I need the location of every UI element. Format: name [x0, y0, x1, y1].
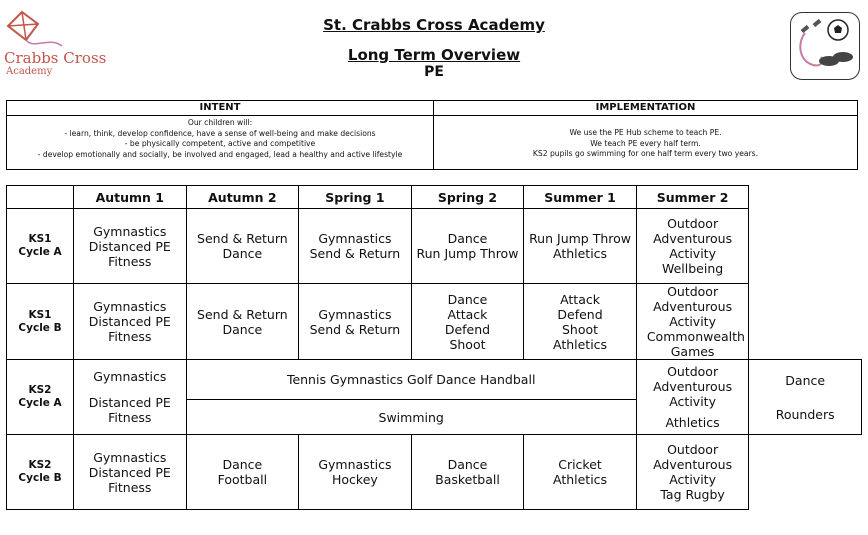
- row-label: KS2 Cycle A: [7, 360, 74, 435]
- intent-line: Our children will:: [187, 118, 253, 127]
- intent-heading: INTENT: [7, 101, 433, 116]
- table-cell: Send & Return Dance: [186, 209, 299, 284]
- column-header: Summer 2: [636, 186, 749, 209]
- implementation-text: [434, 116, 857, 160]
- table-cell: Gymnastics Distanced PE Fitness: [74, 360, 187, 435]
- implementation-line: We teach PE every half term.: [590, 138, 701, 148]
- logo-line2: Academy: [6, 66, 53, 77]
- implementation-line: KS2 pupils go swimming for one half term every two years.: [532, 149, 759, 159]
- table-cell: Outdoor Adventurous Activity Wellbeing: [636, 209, 749, 284]
- table-header-row: [7, 186, 862, 209]
- page-title: Long Term Overview: [347, 46, 521, 64]
- table-cell: Gymnastics Distanced PE Fitness: [74, 209, 187, 284]
- table-cell: Gymnastics Hockey: [299, 435, 412, 510]
- subject-title: PE: [424, 64, 444, 80]
- column-header: Autumn 2: [186, 186, 299, 209]
- implementation-line: We use the PE Hub scheme to teach PE.: [569, 128, 722, 137]
- table-cell: Dance Basketball: [411, 435, 524, 510]
- merged-cell: Tennis Gymnastics Golf Dance Handball: [186, 360, 636, 400]
- table-row: [7, 284, 862, 360]
- table-row: [7, 209, 862, 284]
- column-header: Spring 1: [299, 186, 412, 209]
- table-cell: Dance Rounders: [749, 360, 862, 435]
- table-cell: Gymnastics Send & Return: [299, 284, 412, 360]
- table-cell: Attack Defend Shoot Athletics: [524, 284, 637, 360]
- sports-equipment-icon: [790, 12, 860, 80]
- table-row: [7, 435, 862, 510]
- row-label: KS1 Cycle B: [7, 284, 74, 360]
- table-cell: Gymnastics Send & Return: [299, 209, 412, 284]
- table-cell: Outdoor Adventurous Activity Athletics: [636, 360, 749, 435]
- table-cell: Outdoor Adventurous Activity Commonwealth Games: [636, 284, 749, 360]
- table-cell: Dance Run Jump Throw: [411, 209, 524, 284]
- table-cell: Cricket Athletics: [524, 435, 637, 510]
- long-term-overview-table: [6, 185, 862, 510]
- column-header: Spring 2: [411, 186, 524, 209]
- table-row: [7, 360, 862, 400]
- table-cell: Gymnastics Distanced PE Fitness: [74, 435, 187, 510]
- table-cell: Gymnastics Distanced PE Fitness: [74, 284, 187, 360]
- intent-section: [7, 101, 434, 169]
- row-label: KS2 Cycle B: [7, 435, 74, 510]
- table-cell: Outdoor Adventurous Activity Tag Rugby: [636, 435, 749, 510]
- table-cell: Dance Attack Defend Shoot: [411, 284, 524, 360]
- intent-implementation-box: [6, 100, 858, 170]
- table-cell: Dance Football: [186, 435, 299, 510]
- school-title: St. Crabbs Cross Academy: [323, 16, 545, 34]
- column-header: Summer 1: [524, 186, 637, 209]
- implementation-section: [434, 101, 857, 169]
- intent-text: [7, 116, 433, 160]
- intent-line: - be physically competent, active and competitive: [124, 139, 316, 149]
- intent-line: - develop emotionally and socially, be involved and engaged, lead a healthy and active lifestyle: [37, 149, 403, 159]
- logo-line1: Crabbs Cross: [4, 49, 107, 67]
- corner-cell: [7, 186, 74, 209]
- table-cell: Run Jump Throw Athletics: [524, 209, 637, 284]
- column-header: Autumn 1: [74, 186, 187, 209]
- table-cell: Send & Return Dance: [186, 284, 299, 360]
- merged-cell: Swimming: [186, 400, 636, 435]
- intent-line: - learn, think, develop confidence, have a sense of well-being and make decisions: [64, 128, 376, 138]
- row-label: KS1 Cycle A: [7, 209, 74, 284]
- implementation-heading: IMPLEMENTATION: [434, 101, 857, 116]
